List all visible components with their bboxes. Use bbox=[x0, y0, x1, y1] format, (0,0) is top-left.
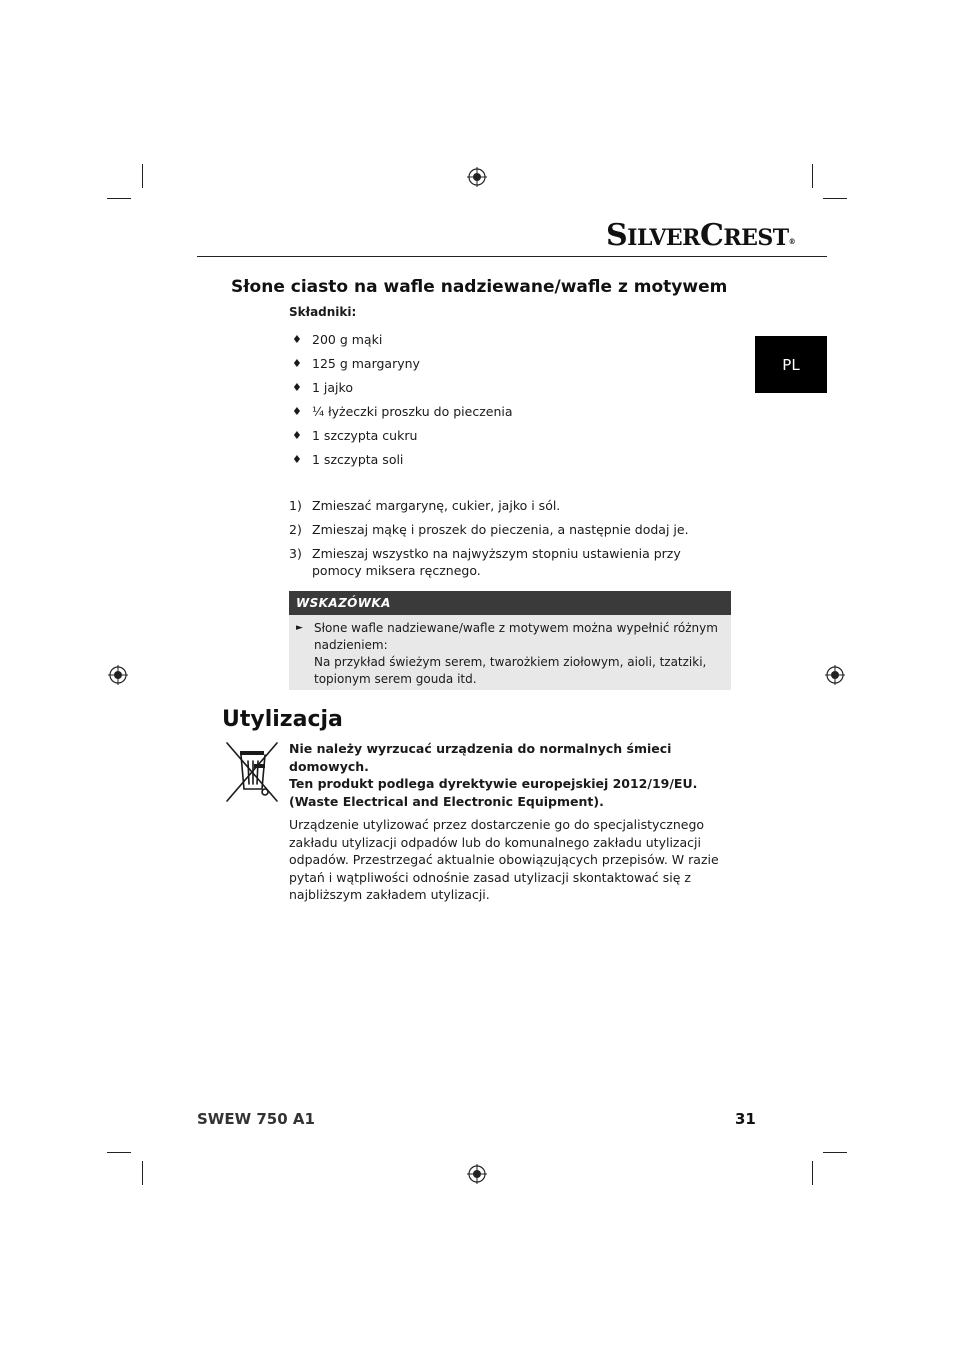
step-item: 3) Zmieszaj wszystko na najwyższym stopniu ustawienia przy pomocy miksera ręcznego. bbox=[289, 546, 681, 578]
disposal-text: Urządzenie utylizować przez dostarczenie go do specjalistycznego zakładu utylizacji odpadów lub do komunalnego zakładu utylizacji odpadów. Przestrzegać aktualnie obowiązujących przepisów. W razie pytań i wątpliwości odnośnie zasad utylizacji skontaktować się z najbliższym zakładem utylizacji. bbox=[289, 817, 719, 902]
hint-line: Słone wafle nadziewane/wafle z motywem można wypełnić różnym nadzieniem: bbox=[314, 621, 718, 652]
diamond-bullet-icon: ♦ bbox=[292, 357, 302, 370]
ingredients-label: Składniki: bbox=[289, 305, 357, 319]
crop-mark bbox=[812, 164, 813, 188]
diamond-bullet-icon: ♦ bbox=[292, 333, 302, 346]
diamond-bullet-icon: ♦ bbox=[292, 429, 302, 442]
step-item: 2) Zmieszaj mąkę i proszek do pieczenia, a następnie dodaj je. bbox=[289, 522, 689, 537]
crop-mark bbox=[142, 1161, 143, 1185]
hint-body bbox=[289, 615, 731, 690]
crossed-out-wheelie-bin-icon bbox=[225, 739, 279, 805]
crop-mark bbox=[823, 198, 847, 199]
silvercrest-logo: SILVERCREST® bbox=[606, 218, 796, 253]
disposal-title: Utylizacja bbox=[222, 707, 343, 732]
diamond-bullet-icon: ♦ bbox=[292, 453, 302, 466]
header-rule bbox=[197, 256, 827, 257]
list-item: ♦ 1 szczypta cukru bbox=[289, 427, 513, 451]
list-item: ♦ 1 szczypta soli bbox=[289, 451, 513, 475]
arrow-right-icon: ► bbox=[296, 623, 303, 633]
registration-mark-icon bbox=[108, 665, 128, 685]
list-item: ♦ 1 jajko bbox=[289, 379, 513, 403]
hint-title: WSKAZÓWKA bbox=[289, 591, 731, 615]
disposal-warning: Nie należy wyrzucać urządzenia do normalnych śmieci domowych. Ten produkt podlega dyrektywie europejskiej 2012/19/EU. (Waste Electrical and Electronic Equipment). bbox=[289, 741, 698, 809]
crop-mark bbox=[107, 198, 131, 199]
step-item: 1) Zmieszać margarynę, cukier, jajko i sól. bbox=[289, 498, 561, 513]
diamond-bullet-icon: ♦ bbox=[292, 381, 302, 394]
registration-mark-icon bbox=[467, 167, 487, 187]
ingredients-list bbox=[289, 331, 513, 475]
registration-mark-icon bbox=[825, 665, 845, 685]
hint-line: Na przykład świeżym serem, twarożkiem ziołowym, aioli, tzatziki, topionym serem gouda itd. bbox=[314, 655, 707, 686]
model-number: SWEW 750 A1 bbox=[197, 1110, 315, 1128]
list-item: ♦ ¼ łyżeczki proszku do pieczenia bbox=[289, 403, 513, 427]
preparation-steps bbox=[289, 497, 734, 586]
page-number: 31 bbox=[735, 1110, 756, 1128]
crop-mark bbox=[107, 1152, 131, 1153]
language-tab: PL bbox=[755, 336, 827, 393]
registration-mark-icon bbox=[467, 1164, 487, 1184]
section-title: Słone ciasto na wafle nadziewane/wafle z motywem bbox=[231, 277, 728, 297]
list-item: ♦ 200 g mąki bbox=[289, 331, 513, 355]
list-item: ♦ 125 g margaryny bbox=[289, 355, 513, 379]
crop-mark bbox=[142, 164, 143, 188]
crop-mark bbox=[823, 1152, 847, 1153]
crop-mark bbox=[812, 1161, 813, 1185]
diamond-bullet-icon: ♦ bbox=[292, 405, 302, 418]
